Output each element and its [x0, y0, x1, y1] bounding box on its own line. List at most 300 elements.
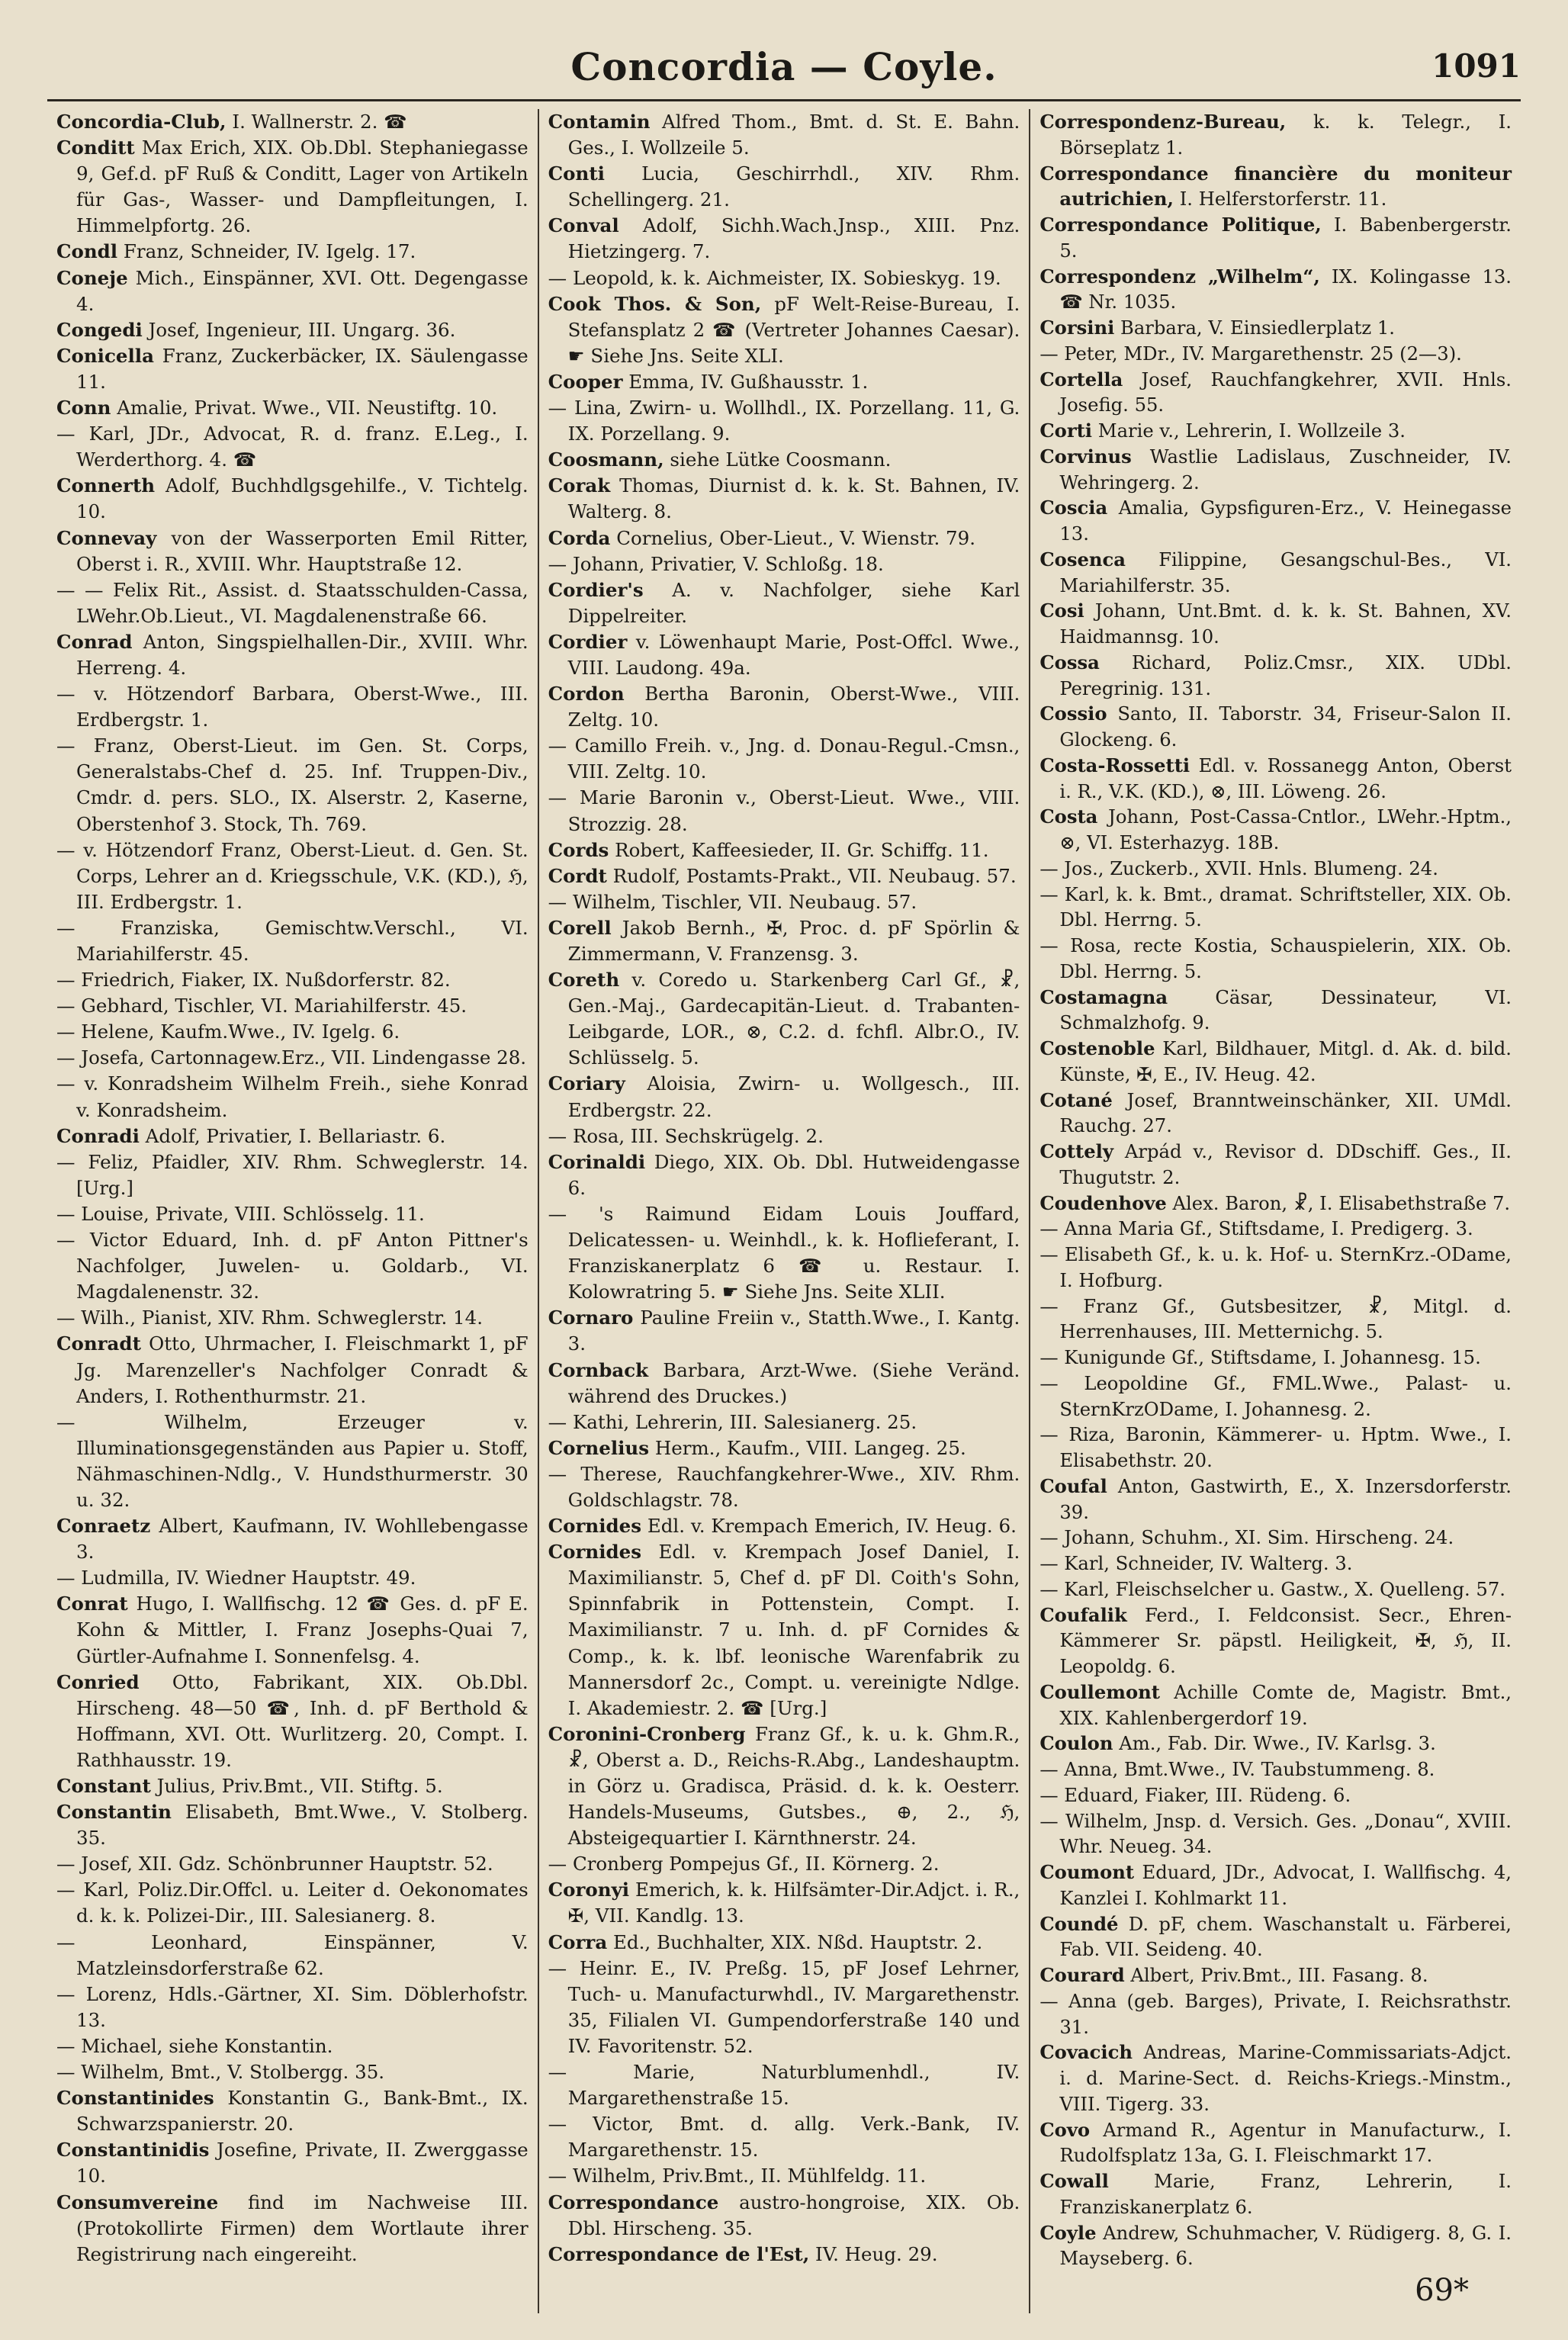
entry-text: — Leopold, k. k. Aichmeister, IX. Sobieskyg. 19. — [548, 266, 1001, 289]
directory-entry — [548, 1201, 1020, 1305]
entry-text: — Wilhelm, Priv.Bmt., II. Mühlfeldg. 11. — [548, 2165, 927, 2187]
entry-name: Cornides — [548, 1541, 642, 1564]
entry-name: Coronini-Cronberg — [548, 1722, 746, 1745]
directory-entry — [56, 1982, 529, 2033]
entry-text: Eduard, JDr., Advocat, I. Wallfischg. 4, Kanzlei I. Kohlmarkt 11. — [1059, 1861, 1512, 1909]
directory-entry — [56, 526, 529, 577]
entry-name: Costamagna — [1039, 985, 1168, 1008]
entry-text: — Therese, Rauchfangkehrer-Wwe., XIV. Rhm. Goldschlagstr. 78. — [548, 1462, 1020, 1511]
entry-text: Richard, Poliz.Cmsr., XIX. UDbl. Peregrinig. 131. — [1059, 651, 1512, 699]
entry-name: Constantin — [56, 1801, 172, 1824]
entry-text: Cäsar, Dessinateur, VI. Schmalzhofg. 9. — [1059, 985, 1512, 1034]
directory-entry — [1039, 701, 1512, 753]
directory-entry — [548, 681, 1020, 733]
entry-text: Otto, Fabrikant, XIX. Ob.Dbl. Hirscheng. 48—50 ☎, Inh. d. pF Berthold & Hoffmann, XVI. Ott. Wurlitzerg. 20, Compt. I. Rathhausstr. 19. — [76, 1670, 529, 1771]
directory-entry — [56, 1019, 529, 1045]
entry-text: — Anna, Bmt.Wwe., IV. Taubstummeng. 8. — [1039, 1758, 1435, 1780]
directory-entry — [56, 2059, 529, 2085]
directory-entry — [56, 395, 529, 421]
entry-name: Concordia-Club, — [56, 111, 227, 133]
entry-text: I. Helferstorferstr. 11. — [1179, 188, 1387, 211]
entry-name: Conditt — [56, 137, 135, 159]
entry-name: Corell — [548, 916, 612, 939]
entry-name: Connevay — [56, 526, 157, 549]
entry-text: — Michael, siehe Konstantin. — [56, 2034, 333, 2057]
entry-text: A. v. Nachfolger, siehe Karl Dippelreiter. — [567, 578, 1020, 627]
directory-entry — [1039, 1731, 1512, 1757]
entry-text: Anton, Singspielhallen-Dir., XVIII. Whr. Herreng. 4. — [76, 630, 529, 679]
directory-entry — [56, 1851, 529, 1877]
entry-name: Conraetz — [56, 1515, 151, 1538]
directory-entry — [56, 1773, 529, 1799]
entry-name: Courard — [1039, 1964, 1125, 1986]
entry-text: Aloisia, Zwirn- u. Wollgesch., III. Erdbergstr. 22. — [567, 1072, 1020, 1121]
entry-name: Corsini — [1039, 317, 1115, 339]
entry-text: — Helene, Kaufm.Wwe., IV. Igelg. 6. — [56, 1021, 400, 1043]
entry-text: Otto, Uhrmacher, I. Fleischmarkt 1, pF Jg. Marenzeller's Nachfolger Conradt & Anders, I. Rothenthurmstr. 21. — [76, 1332, 529, 1407]
entry-text: — Lina, Zwirn- u. Wollhdl., IX. Porzellang. 11, G. IX. Porzellang. 9. — [548, 397, 1020, 445]
entry-text: — Johann, Privatier, V. Schloßg. 18. — [548, 552, 884, 575]
directory-entry — [1039, 418, 1512, 444]
directory-entry — [56, 837, 529, 915]
directory-entry — [548, 526, 1020, 551]
directory-entry — [1039, 1808, 1512, 1860]
directory-entry — [548, 1930, 1020, 1956]
entry-text: Achille Comte de, Magistr. Bmt., XIX. Kahlenbergerdorf 19. — [1059, 1680, 1512, 1729]
entry-name: Covo — [1039, 2118, 1091, 2141]
entry-text: — Karl, k. k. Bmt., dramat. Schriftsteller, XIX. Ob. Dbl. Herrng. 5. — [1039, 882, 1512, 931]
directory-entry — [56, 1409, 529, 1513]
entry-name: Cossio — [1039, 702, 1107, 725]
entry-name: Coscia — [1039, 497, 1108, 519]
entry-text: — Lorenz, Hdls.-Gärtner, XI. Sim. Döblerhofstr. 13. — [56, 1982, 529, 2031]
directory-entry — [548, 109, 1020, 161]
entry-text: — Rosa, recte Kostia, Schauspielerin, XIX. Ob. Dbl. Herrng. 5. — [1039, 934, 1512, 982]
entry-text: Adolf, Buchhdlgsgehilfe., V. Tichtelg. 10. — [76, 474, 529, 523]
entry-text: k. k. Telegr., I. Börseplatz 1. — [1059, 111, 1512, 159]
entry-text: — Marie, Naturblumenhdl., IV. Margarethenstraße 15. — [548, 2061, 1020, 2110]
directory-entry — [548, 1877, 1020, 1929]
directory-entry — [1039, 598, 1512, 650]
entry-name: Cotané — [1039, 1088, 1113, 1111]
directory-entry — [548, 395, 1020, 447]
entry-text: Lucia, Geschirrhdl., XIV. Rhm. Schellingerg. 21. — [567, 162, 1020, 211]
entry-name: Coyle — [1039, 2221, 1097, 2244]
entry-text: — Wilh., Pianist, XIV. Rhm. Schweglerstr. 14. — [56, 1307, 483, 1329]
directory-entry — [548, 889, 1020, 915]
directory-entry — [548, 369, 1020, 395]
entry-text: Alex. Baron, ☧, I. Elisabethstraße 7. — [1172, 1191, 1511, 1214]
entry-text: austro-hongroise, XIX. Ob. Dbl. Hirscheng. 35. — [567, 2191, 1020, 2239]
entry-text: — Franz Gf., Gutsbesitzer, ☧, Mitgl. d. Herrenhauses, III. Metternichg. 5. — [1039, 1294, 1512, 1343]
directory-entry — [548, 1956, 1020, 2059]
entry-text: Rudolf, Postamts-Prakt., VII. Neubaug. 57. — [612, 864, 1017, 887]
entry-name: Constantinidis — [56, 2139, 210, 2162]
entry-name: Consumvereine — [56, 2191, 219, 2213]
entry-name: Corra — [548, 1930, 608, 1953]
directory-entry — [548, 473, 1020, 525]
entry-name: Coufalik — [1039, 1603, 1127, 1626]
entry-text: Edl. v. Rossanegg Anton, Oberst i. R., V.K. (KD.), ⊗, III. Löweng. 26. — [1059, 754, 1512, 802]
directory-entry — [1039, 1757, 1512, 1782]
entry-name: Costenoble — [1039, 1037, 1155, 1059]
directory-entry — [1039, 856, 1512, 882]
directory-entry — [1039, 1474, 1512, 1525]
entry-name: Conradt — [56, 1332, 141, 1355]
entry-text: — Franz, Oberst-Lieut. im Gen. St. Corps, Generalstabs-Chef d. 25. Inf. Truppen-Div., Cmdr. d. pers. SLO., IX. Alserstr. 2, Kaserne, Oberstenhof 3. Stock, Th. 769. — [56, 734, 529, 835]
entry-text: — 's Raimund Eidam Louis Jouffard, Delicatessen- u. Weinhdl., k. k. Hoflieferant, I. Franziskanerplatz 6 ☎ u. Restaur. I. Kolowratring 5. ☛ Siehe Jns. Seite XLII. — [548, 1202, 1020, 1303]
entry-name: Conrat — [56, 1593, 128, 1615]
directory-entry — [56, 1930, 529, 1982]
directory-entry — [56, 1227, 529, 1305]
entry-text: — Wilhelm, Jnsp. d. Versich. Ges. „Donau“, XVIII. Whr. Neueg. 34. — [1039, 1809, 1512, 1858]
directory-entry — [548, 213, 1020, 265]
directory-entry — [56, 135, 529, 239]
entry-name: Cosenca — [1039, 548, 1126, 571]
directory-entry — [1039, 1988, 1512, 2040]
entry-name: Constant — [56, 1775, 151, 1797]
directory-entry — [1039, 1036, 1512, 1088]
entry-text: — Camillo Freih. v., Jng. d. Donau-Regul.-Cmsn., VIII. Zeltg. 10. — [548, 734, 1020, 783]
directory-entry — [1039, 367, 1512, 419]
entry-name: Cosi — [1039, 599, 1084, 622]
directory-entry — [56, 1123, 529, 1149]
directory-entry — [1039, 933, 1512, 985]
directory-entry — [548, 1149, 1020, 1201]
entry-text: Mich., Einspänner, XVI. Ott. Degengasse 4. — [76, 266, 529, 315]
entry-text: — Ludmilla, IV. Wiedner Hauptstr. 49. — [56, 1567, 416, 1589]
entry-text: — Feliz, Pfaidler, XIV. Rhm. Schweglerstr. 14. [Urg.] — [56, 1150, 529, 1199]
entry-text: Am., Fab. Dir. Wwe., IV. Karlsg. 3. — [1119, 1732, 1436, 1755]
directory-entry — [1039, 161, 1512, 213]
entry-name: Costa — [1039, 805, 1098, 828]
directory-entry — [56, 343, 529, 395]
directory-entry — [56, 1877, 529, 1929]
entry-text: v. Löwenhaupt Marie, Post-Offcl. Wwe., VIII. Laudong. 49a. — [567, 630, 1020, 679]
directory-entry — [56, 733, 529, 837]
entry-name: Coundé — [1039, 1912, 1119, 1935]
directory-entry — [548, 967, 1020, 1071]
directory-entry — [1039, 2168, 1512, 2220]
entry-text: Filippine, Gesangschul-Bes., VI. Mariahilferstr. 35. — [1059, 548, 1512, 596]
directory-entry — [548, 1123, 1020, 1149]
directory-entry — [1039, 1577, 1512, 1602]
entry-name: Cords — [548, 838, 609, 861]
entry-text: — Johann, Schuhm., XI. Sim. Hirscheng. 24. — [1039, 1526, 1454, 1549]
directory-entry — [1039, 1525, 1512, 1551]
entry-text: — Elisabeth Gf., k. u. k. Hof- u. SternKrz.-ODame, I. Hofburg. — [1039, 1243, 1512, 1291]
entry-text: — Friedrich, Fiaker, IX. Nußdorferstr. 82. — [56, 969, 451, 992]
entry-name: Correspondenz-Bureau, — [1039, 111, 1287, 133]
entry-text: — Karl, JDr., Advocat, R. d. franz. E.Leg., I. Werderthorg. 4. ☎ — [56, 423, 529, 471]
entry-text: Cornelius, Ober-Lieut., V. Wienstr. 79. — [616, 526, 975, 549]
entry-name: Conrad — [56, 630, 133, 653]
entry-text: Ed., Buchhalter, XIX. Nßd. Hauptstr. 2. — [613, 1930, 983, 1953]
running-title: Concordia — Coyle. — [570, 44, 998, 89]
directory-entry — [56, 629, 529, 681]
directory-entry — [548, 2059, 1020, 2111]
directory-entry — [56, 915, 529, 967]
directory-entry — [56, 577, 529, 629]
directory-entry — [548, 447, 1020, 473]
entry-name: Conn — [56, 397, 111, 419]
entry-text: Josef, Branntweinschänker, XII. UMdl. Rauchg. 27. — [1059, 1088, 1512, 1137]
entry-text: D. pF, chem. Waschanstalt u. Färberei, Fab. VII. Seideng. 40. — [1059, 1912, 1512, 1961]
entry-text: Santo, II. Taborstr. 34, Friseur-Salon II. Glockeng. 6. — [1059, 702, 1512, 751]
directory-entry — [1039, 1602, 1512, 1679]
entry-name: Cordt — [548, 864, 607, 887]
entry-text: Marie v., Lehrerin, I. Wollzeile 3. — [1097, 419, 1406, 442]
entry-text: — Anna Maria Gf., Stiftsdame, I. Predigerg. 3. — [1039, 1217, 1473, 1240]
directory-entry — [56, 2085, 529, 2137]
entry-text: v. Coredo u. Starkenberg Carl Gf., ☧, Gen.-Maj., Gardecapitän-Lieut. d. Trabanten-Leibgarde, LOR., ⊗, C.2. d. fchfl. Albr.O., IV. Schlüsselg. 5. — [567, 969, 1020, 1069]
entry-text: — v. Hötzendorf Barbara, Oberst-Wwe., III. Erdbergstr. 1. — [56, 683, 529, 731]
column-left — [47, 109, 539, 2313]
directory-entry — [56, 1591, 529, 1669]
entry-name: Connerth — [56, 474, 156, 497]
directory-entry — [56, 1071, 529, 1123]
entry-text: Alfred Thom., Bmt. d. St. E. Bahn. Ges., I. Wollzeile 5. — [567, 111, 1020, 159]
directory-entry — [56, 681, 529, 733]
directory-entry — [548, 785, 1020, 837]
directory-entry — [548, 733, 1020, 785]
entry-text: Herm., Kaufm., VIII. Langeg. 25. — [654, 1436, 966, 1459]
entry-text: — Gebhard, Tischler, VI. Mariahilferstr. 45. — [56, 995, 468, 1017]
directory-entry — [548, 1721, 1020, 1851]
entry-name: Cook Thos. & Son, — [548, 292, 762, 315]
entry-text: — Riza, Baronin, Kämmerer- u. Hptm. Wwe., I. Elisabethstr. 20. — [1039, 1423, 1512, 1471]
directory-entry — [548, 161, 1020, 213]
entry-text: — Kathi, Lehrerin, III. Salesianerg. 25. — [548, 1410, 917, 1433]
entry-text: Josef, Rauchfangkehrer, XVII. Hnls. Josefig. 55. — [1059, 368, 1512, 416]
entry-name: Coulon — [1039, 1732, 1113, 1755]
entry-text: Franz, Zuckerbäcker, IX. Säulengasse 11. — [76, 344, 529, 393]
directory-entry — [56, 2190, 529, 2268]
directory-entry — [56, 239, 529, 265]
directory-entry — [1039, 1191, 1512, 1217]
column-right — [1030, 109, 1521, 2313]
entry-text: Josefine, Private, II. Zwerggasse 10. — [76, 2139, 529, 2187]
directory-entry — [56, 473, 529, 525]
entry-text: IX. Kolingasse 13. ☎ Nr. 1035. — [1059, 265, 1512, 313]
directory-entry — [548, 2111, 1020, 2163]
directory-entry — [56, 2033, 529, 2059]
directory-entry — [1039, 341, 1512, 367]
directory-entry — [1039, 547, 1512, 599]
entry-text: Konstantin G., Bank-Bmt., IX. Schwarzspanierstr. 20. — [76, 2087, 529, 2136]
entry-text: Bertha Baronin, Oberst-Wwe., VIII. Zeltg. 10. — [567, 683, 1020, 731]
directory-entry — [548, 551, 1020, 577]
entry-name: Cowall — [1039, 2170, 1109, 2192]
column-middle — [539, 109, 1031, 2313]
directory-entry — [548, 1358, 1020, 1409]
entry-name: Corvinus — [1039, 445, 1132, 468]
entry-text: Adolf, Sichh.Wach.Jnsp., XIII. Pnz. Hietzingerg. 7. — [567, 214, 1020, 263]
entry-name: Contamin — [548, 111, 651, 133]
entry-text: Edl. v. Krempach Josef Daniel, I. Maximilianstr. 5, Chef d. pF Dl. Coith's Sohn, Spinnfabrik in Pottenstein, Compt. I. Maximilianstr. 7 u. Inh. d. pF Cornides & Comp., k. k. lbf. leonische Warenfabrik zu Mannersdorf 2c., Compt. u. vereinigte Ndlge. I. Akademiestr. 2. ☎ [Urg.] — [567, 1541, 1020, 1719]
entry-name: Congedi — [56, 318, 143, 341]
entry-name: Cordier — [548, 630, 628, 653]
directory-entry — [1039, 1294, 1512, 1345]
directory-entry — [548, 1305, 1020, 1357]
entry-text: — Karl, Fleischselcher u. Gastw., X. Quelleng. 57. — [1039, 1577, 1505, 1600]
directory-entry — [1039, 1242, 1512, 1294]
directory-entry — [1039, 2117, 1512, 2169]
entry-name: Correspondance — [548, 2191, 719, 2213]
entry-text: — Louise, Private, VIII. Schlösselg. 11. — [56, 1202, 425, 1225]
entry-text: — Rosa, III. Sechskrügelg. 2. — [548, 1124, 824, 1147]
directory-entry — [1039, 650, 1512, 702]
entry-text: — Wilhelm, Tischler, VII. Neubaug. 57. — [548, 890, 917, 913]
entry-text: Edl. v. Krempach Emerich, IV. Heug. 6. — [647, 1515, 1017, 1538]
directory-entry — [56, 993, 529, 1019]
entry-text: Josef, Ingenieur, III. Ungarg. 36. — [148, 318, 456, 341]
directory-entry — [1039, 1551, 1512, 1577]
entry-name: Correspondance de l'Est, — [548, 2242, 810, 2265]
entry-name: Corak — [548, 474, 611, 497]
entry-name: Condl — [56, 240, 118, 263]
directory-entry — [1039, 444, 1512, 496]
entry-text: Thomas, Diurnist d. k. k. St. Bahnen, IV. Walterg. 8. — [567, 474, 1020, 523]
entry-text: — Victor, Bmt. d. allg. Verk.-Bank, IV. Margarethenstr. 15. — [548, 2113, 1020, 2162]
directory-entry — [548, 1409, 1020, 1435]
entry-text: Max Erich, XIX. Ob.Dbl. Stephaniegasse 9, Gef.d. pF Ruß & Conditt, Lager von Artikeln für Gas-, Wasser- und Dampfleitungen, I. Himmelpfortg. 26. — [76, 137, 529, 237]
directory-entry — [1039, 804, 1512, 856]
entry-name: Conradi — [56, 1124, 140, 1147]
columns — [47, 109, 1521, 2313]
entry-name: Cornaro — [548, 1307, 634, 1329]
entry-text: — Leonhard, Einspänner, V. Matzleinsdorferstraße 62. — [56, 1930, 529, 1979]
page-header — [47, 38, 1521, 101]
entry-text: Amalia, Gypsfiguren-Erz., V. Heinegasse 13. — [1059, 497, 1512, 545]
directory-entry — [548, 1071, 1020, 1123]
entry-name: Coumont — [1039, 1861, 1135, 1883]
entry-name: Coosmann, — [548, 448, 664, 471]
directory-entry — [548, 1461, 1020, 1513]
entry-text: — Wilhelm, Erzeuger v. Illuminationsgegenständen aus Papier u. Stoff, Nähmaschinen-Ndlg., V. Hundsthurmerstr. 30 u. 32. — [56, 1410, 529, 1511]
directory-entry — [56, 421, 529, 473]
entry-name: Cottely — [1039, 1140, 1113, 1162]
entry-text: Amalie, Privat. Wwe., VII. Neustiftg. 10. — [117, 397, 498, 419]
entry-text: — v. Hötzendorf Franz, Oberst-Lieut. d. Gen. St. Corps, Lehrer an d. Kriegsschule, V.K. (KD.), ℌ, III. Erdbergstr. 1. — [56, 838, 529, 913]
directory-entry — [56, 265, 529, 317]
directory-entry — [548, 1435, 1020, 1461]
directory-entry — [548, 1851, 1020, 1877]
entry-text: — Josef, XII. Gdz. Schönbrunner Hauptstr. 52. — [56, 1853, 493, 1876]
entry-text: — Anna (geb. Barges), Private, I. Reichsrathstr. 31. — [1039, 1989, 1512, 2038]
entry-name: Cossa — [1039, 651, 1100, 673]
entry-text: — — Felix Rit., Assist. d. Staatsschulden-Cassa, LWehr.Ob.Lieut., VI. Magdalenenstraße 66. — [56, 578, 529, 627]
entry-text: — v. Konradsheim Wilhelm Freih., siehe Konrad v. Konradsheim. — [56, 1072, 529, 1121]
entry-text: Emerich, k. k. Hilfsämter-Dir.Adjct. i. R., ✠, VII. Kandlg. 13. — [567, 1879, 1020, 1927]
entry-text: find im Nachweise III. (Protokollirte Firmen) dem Wortlaute ihrer Registrirung nach eingereiht. — [76, 2191, 529, 2265]
directory-entry — [1039, 264, 1512, 316]
entry-name: Cornelius — [548, 1436, 650, 1459]
directory-entry — [548, 863, 1020, 889]
entry-text: — Kunigunde Gf., Stiftsdame, I. Johannesg. 15. — [1039, 1346, 1481, 1368]
entry-name: Corinaldi — [548, 1150, 646, 1173]
entry-text: Armand R., Agentur in Manufacturw., I. Rudolfsplatz 13a, G. I. Fleischmarkt 17. — [1059, 2118, 1512, 2167]
directory-entry — [548, 837, 1020, 863]
entry-name: Covacich — [1039, 2041, 1133, 2064]
entry-text: von der Wasserporten Emil Ritter, Oberst i. R., XVIII. Whr. Hauptstraße 12. — [76, 526, 529, 575]
entry-name: Corti — [1039, 419, 1093, 442]
entry-name: Cornides — [548, 1515, 642, 1538]
directory-entry — [1039, 1422, 1512, 1474]
page-number: 1091 — [1431, 47, 1521, 85]
entry-text: Wastlie Ladislaus, Zuschneider, IV. Wehringerg. 2. — [1059, 445, 1512, 493]
directory-entry — [548, 629, 1020, 681]
entry-name: Coronyi — [548, 1879, 630, 1901]
entry-text: Andreas, Marine-Commissariats-Adjct. i. d. Marine-Sect. d. Reichs-Kriegs.-Minstm., VIII. Tigerg. 33. — [1059, 2041, 1512, 2115]
entry-name: Coneje — [56, 266, 128, 289]
entry-text: Emma, IV. Gußhausstr. 1. — [628, 370, 869, 393]
directory-entry — [56, 1045, 529, 1071]
entry-text: — Eduard, Fiaker, III. Rüdeng. 6. — [1039, 1783, 1351, 1806]
entry-text: Franz, Schneider, IV. Igelg. 17. — [123, 240, 416, 263]
entry-text: Barbara, V. Einsiedlerplatz 1. — [1120, 317, 1395, 339]
directory-entry — [1039, 882, 1512, 934]
entry-text: Adolf, Privatier, I. Bellariastr. 6. — [145, 1124, 446, 1147]
entry-text: — Leopoldine Gf., FML.Wwe., Palast- u. SternKrzODame, I. Johannesg. 2. — [1039, 1371, 1512, 1420]
directory-entry — [1039, 1139, 1512, 1191]
entry-text: — Peter, MDr., IV. Margarethenstr. 25 (2—3). — [1039, 342, 1462, 365]
entry-name: Conti — [548, 162, 605, 185]
entry-text: Barbara, Arzt-Wwe. (Siehe Veränd. während des Druckes.) — [567, 1358, 1020, 1407]
directory-entry — [548, 291, 1020, 369]
signature-mark: 69* — [1415, 2273, 1469, 2308]
entry-text: siehe Lütke Coosmann. — [670, 448, 892, 471]
directory-entry — [1039, 212, 1512, 264]
entry-name: Correspondance Politique, — [1039, 214, 1322, 236]
directory-entry — [1039, 1782, 1512, 1808]
directory-entry — [56, 1201, 529, 1227]
directory-entry — [56, 317, 529, 343]
directory-entry — [56, 2137, 529, 2189]
entry-text: Julius, Priv.Bmt., VII. Stiftg. 5. — [156, 1775, 443, 1797]
entry-name: Conicella — [56, 344, 154, 367]
directory-entry — [1039, 315, 1512, 341]
entry-text: — Karl, Schneider, IV. Walterg. 3. — [1039, 1552, 1353, 1574]
entry-name: Correspondenz „Wilhelm“, — [1039, 265, 1320, 288]
entry-name: Conval — [548, 214, 619, 237]
entry-text: Elisabeth, Bmt.Wwe., V. Stolberg. 35. — [76, 1801, 529, 1850]
directory-entry — [1039, 985, 1512, 1037]
entry-name: Coudenhove — [1039, 1191, 1167, 1214]
entry-name: Constantinides — [56, 2087, 214, 2110]
entry-text: — Wilhelm, Bmt., V. Stolbergg. 35. — [56, 2061, 385, 2084]
entry-text: Arpád v., Revisor d. DDschiff. Ges., II. Thugutstr. 2. — [1059, 1140, 1512, 1188]
directory-entry — [1039, 1859, 1512, 1911]
directory-entry — [1039, 1216, 1512, 1242]
directory-entry — [56, 109, 529, 135]
entry-text: — Marie Baronin v., Oberst-Lieut. Wwe., VIII. Strozzig. 28. — [548, 786, 1020, 835]
entry-text: Johann, Unt.Bmt. d. k. k. St. Bahnen, XV. Haidmannsg. 10. — [1059, 599, 1512, 648]
directory-entry — [1039, 1679, 1512, 1731]
entry-text: Andrew, Schuhmacher, V. Rüdigerg. 8, G. I. Mayseberg. 6. — [1059, 2221, 1512, 2270]
entry-text: Hugo, I. Wallfischg. 12 ☎ Ges. d. pF E. Kohn & Mittler, I. Franz Josephs-Quai 7, Gürtler-Aufnahme I. Sonnenfelsg. 4. — [76, 1593, 529, 1667]
entry-text: I. Babenbergerstr. 5. — [1059, 214, 1512, 262]
directory-entry — [1039, 1371, 1512, 1422]
directory-entry — [1039, 1962, 1512, 1988]
directory-entry — [56, 1305, 529, 1331]
entry-text: — Franziska, Gemischtw.Verschl., VI. Mariahilferstr. 45. — [56, 916, 529, 965]
entry-text: Diego, XIX. Ob. Dbl. Hutweidengasse 6. — [567, 1150, 1020, 1199]
entry-name: Cooper — [548, 370, 623, 393]
entry-name: Coullemont — [1039, 1680, 1160, 1703]
directory-entry — [548, 915, 1020, 967]
entry-text: pF Welt-Reise-Bureau, I. Stefansplatz 2 ☎ (Vertreter Johannes Caesar). ☛ Siehe Jns. Seite XLI. — [567, 292, 1020, 367]
